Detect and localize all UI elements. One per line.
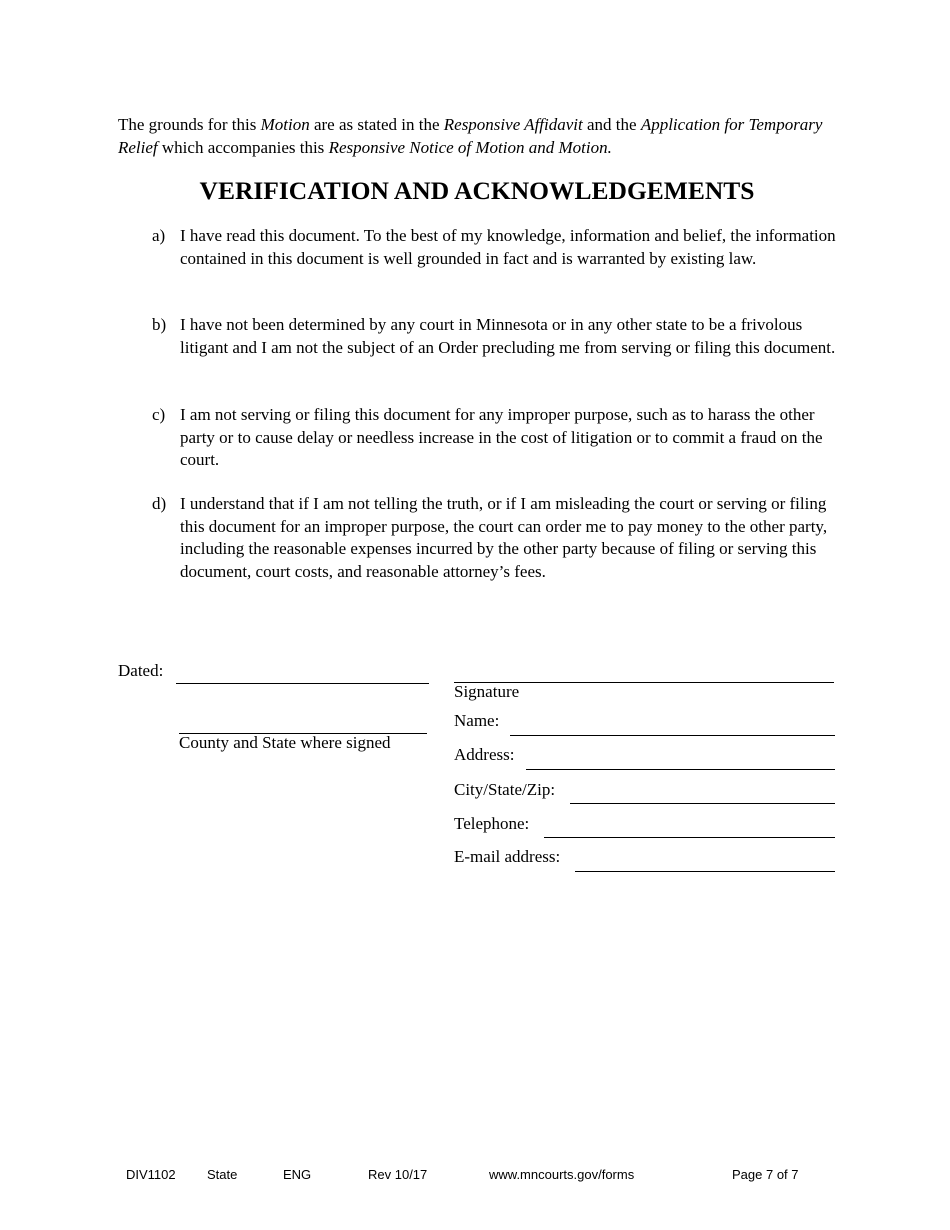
telephone-field-line[interactable] — [544, 837, 835, 838]
item-letter: b) — [152, 315, 167, 334]
intro-text-3: and the — [582, 115, 641, 134]
name-field-line[interactable] — [510, 735, 835, 736]
footer-page-number: Page 7 of 7 — [732, 1167, 799, 1182]
verification-item-b — [152, 314, 842, 359]
email-field-line[interactable] — [575, 871, 835, 872]
section-heading: VERIFICATION AND ACKNOWLEDGEMENTS — [199, 176, 755, 205]
dated-label: Dated: — [118, 661, 164, 680]
grounds-paragraph — [118, 113, 838, 159]
footer-language: ENG — [283, 1167, 312, 1182]
address-field-line[interactable] — [526, 769, 835, 770]
intro-text-1: The grounds for this — [118, 115, 261, 134]
item-letter: d) — [152, 494, 167, 513]
verification-item-c — [152, 404, 842, 472]
item-letter: a) — [152, 226, 166, 245]
signature-label: Signature — [454, 682, 520, 701]
intro-notice: Responsive Notice of Motion and Motion. — [328, 138, 612, 157]
footer-form-id: DIV1102 — [126, 1167, 176, 1182]
intro-text-2: are as stated in the — [309, 115, 444, 134]
intro-application: Application for Temporary Relief — [118, 115, 823, 157]
county-label: County and State where signed — [179, 733, 391, 752]
item-text: I have not been determined by any court in Minnesota or in any other state to be a frivolous litigant and I am not the subject of an Order precluding me from serving or filing this document. — [180, 315, 836, 357]
city-state-zip-field-line[interactable] — [570, 803, 835, 804]
telephone-label: Telephone: — [454, 814, 530, 833]
intro-affidavit: Responsive Affidavit — [443, 115, 583, 134]
intro-text-4: which accompanies this — [157, 138, 329, 157]
dated-field-line[interactable] — [176, 683, 429, 684]
email-label: E-mail address: — [454, 847, 561, 866]
footer-revision: Rev 10/17 — [368, 1167, 428, 1182]
verification-item-d — [152, 493, 842, 583]
item-letter: c) — [152, 405, 166, 424]
footer-website: www.mncourts.gov/forms — [489, 1167, 635, 1182]
intro-motion: Motion — [260, 115, 310, 134]
footer-scope: State — [207, 1167, 238, 1182]
verification-item-a — [152, 225, 842, 270]
name-label: Name: — [454, 711, 500, 730]
city-state-zip-label: City/State/Zip: — [454, 780, 556, 799]
item-text: I am not serving or filing this document for any improper purpose, such as to harass the other party or to cause delay or needless increase in the cost of litigation or to commit a fraud on the court. — [180, 405, 823, 469]
item-text: I have read this document. To the best of my knowledge, information and belief, the information contained in this document is well grounded in fact and is warranted by existing law. — [180, 226, 836, 268]
address-label: Address: — [454, 745, 515, 764]
item-text: I understand that if I am not telling the truth, or if I am misleading the court or serving or filing this document for an improper purpose, the court can order me to pay money to the other party, including the reasonable expenses incurred by the other party because of filing or serving this document, court costs, and reasonable attorney’s fees. — [180, 494, 828, 581]
